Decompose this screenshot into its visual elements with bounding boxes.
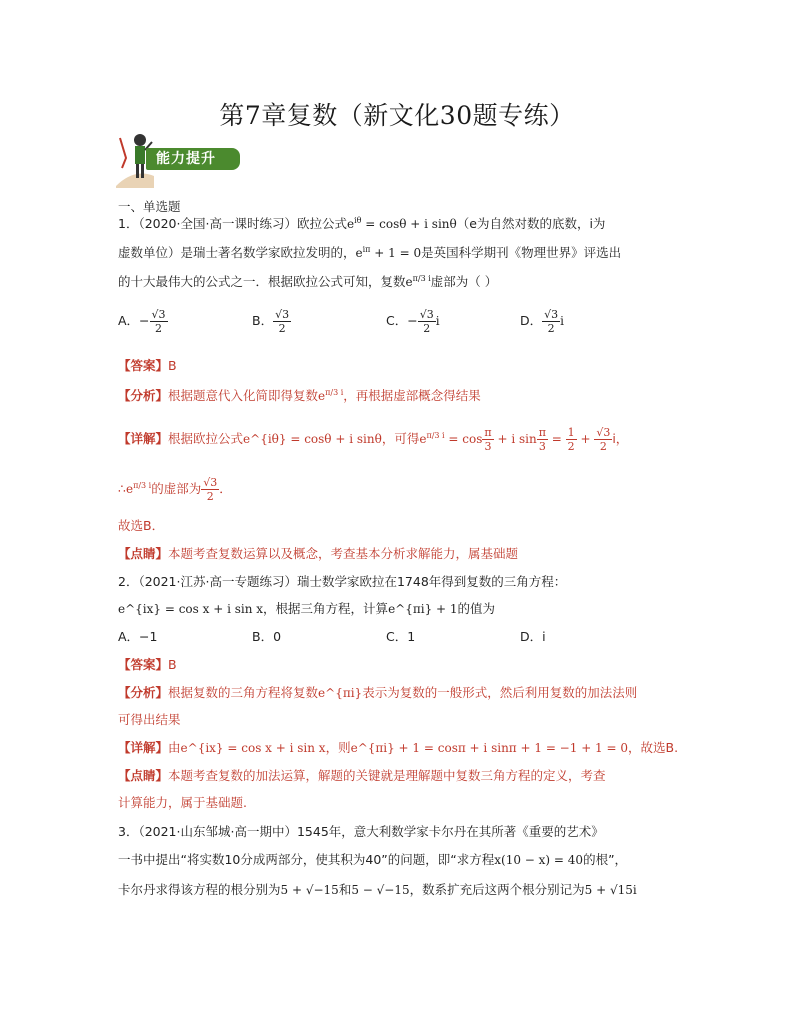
q2-option-b[interactable]: B．0 bbox=[252, 629, 282, 644]
q1-answer: 【答案】B bbox=[118, 358, 177, 373]
q2-comment-cont: 计算能力，属于基础题. bbox=[118, 795, 247, 810]
q2-analysis: 【分析】根据复数的三角方程将复数e^{πi}表示为复数的一般形式，然后利用复数的加法法则 bbox=[118, 685, 638, 700]
q3-line3: 卡尔丹求得该方程的根分别为5 + √−15和5 − √−15，数系扩充后这两个根分别记为5 + √15i bbox=[118, 882, 637, 897]
q2-line2: e^{ix} = cos x + i sin x，根据三角方程，计算e^{πi} + 1的值为 bbox=[118, 601, 496, 616]
q2-option-d[interactable]: D．i bbox=[520, 629, 546, 644]
q1-line2: 虚数单位）是瑞士著名数学家欧拉发明的，$e^{i\pi} + 1 = 0$是英国科学期刊《物理世界》评选出 bbox=[118, 245, 622, 260]
q1-detail: 【详解】根据欧拉公式e^{iθ} = cosθ + i sinθ，可得$e^{\pi/3 i} = \cos$ $\frac{\pi}{3}$ + i sin $\frac{\pi}{3}$ = $\frac{1}{2}$ + $\frac{√3}{2}$ i， bbox=[118, 426, 629, 453]
q2-answer: 【答案】B bbox=[118, 657, 177, 672]
q1-comment: 【点睛】本题考查复数运算以及概念，考查基本分析求解能力，属基础题 bbox=[118, 546, 519, 561]
q1-choose: 故选B． bbox=[118, 518, 165, 533]
page-title: 第7章复数（新文化30题专练） bbox=[219, 101, 575, 130]
q3-line1: 3．（2021·山东邹城·高一期中）1545年，意大利数学家卡尔丹在其所著《重要的艺术》 bbox=[118, 824, 604, 839]
badge-label: 能力提升 bbox=[146, 148, 240, 170]
q2-option-a[interactable]: A．−1 bbox=[118, 629, 158, 644]
q1-option-c[interactable]: C．− $\frac{√3}{2}$ i bbox=[386, 308, 440, 335]
q1-option-d[interactable]: D． $\frac{√3}{2}$ i bbox=[520, 308, 564, 335]
q2-detail: 【详解】由e^{ix} = cos x + i sin x，则e^{πi} + 1 = cosπ + i sinπ + 1 = −1 + 1 = 0，故选B. bbox=[118, 740, 679, 755]
q1-line1: 1．（2020·全国·高一课时练习）欧拉公式$e^{i\theta} = \cos\theta + i$ sinθ（e为自然对数的底数，i为 bbox=[118, 216, 606, 231]
q2-analysis-cont: 可得出结果 bbox=[118, 712, 181, 727]
q1-line3: 的十大最伟大的公式之一．根据欧拉公式可知，复数$e^{\pi/3 i}$虚部为（ ） bbox=[118, 274, 498, 289]
q1-analysis: 【分析】根据题意代入化简即得复数$e^{\pi/3 i}$，再根据虚部概念得结果 bbox=[118, 388, 481, 403]
q2-comment: 【点睛】本题考查复数的加法运算，解题的关键就是理解题中复数三角方程的定义，考查 bbox=[118, 768, 606, 783]
q2-option-c[interactable]: C．1 bbox=[386, 629, 416, 644]
q1-therefore: $\therefore e^{\pi/3 i}$的虚部为 $\frac{√3}{2}$ ． bbox=[118, 476, 232, 503]
section-heading: 一、单选题 bbox=[118, 199, 181, 214]
q1-option-b[interactable]: B． $\frac{√3}{2}$ bbox=[252, 308, 290, 335]
q3-line2: 一书中提出“将实数10分成两部分，使其积为40”的问题，即“求方程x(10 − x) = 40的根”， bbox=[118, 852, 628, 867]
section-badge bbox=[108, 128, 240, 192]
q2-line1: 2．（2021·江苏·高一专题练习）瑞士数学家欧拉在1748年得到复数的三角方程： bbox=[118, 574, 567, 589]
q1-option-a[interactable]: A．− $\frac{√3}{2}$ bbox=[118, 308, 166, 335]
